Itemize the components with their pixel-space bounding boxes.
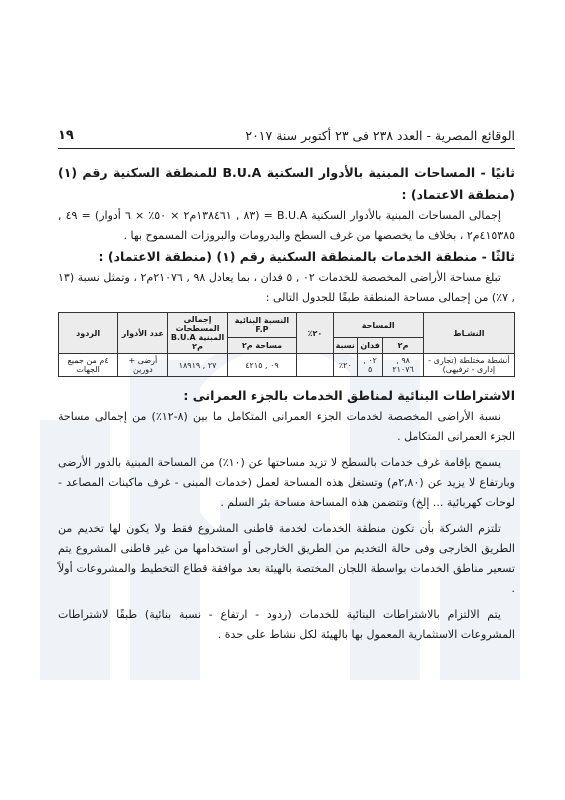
th-fp-ratio: ٢٠٪ [297, 313, 333, 354]
th-area-feddan: فدان [357, 338, 382, 354]
cell-fp-area: ٠٩ , ٤٢١٥ [227, 354, 297, 377]
section-4-paragraph-2: يسمح بإقامة غرف خدمات بالسطح لا تزيد مساحتها عن (١٠٪) من المساحة المبنية بالدور الأرضى وبارتفاع لا يزيد عن (٢,٨٠م) وتستغل هذه المساحة لعمل (خدمات المبنى - غرف ماكينات المصاعد - لوحات كهربائية ... إلخ) وتتضمن هذه المساحة مساحة بئر السلم . [58, 456, 515, 509]
cell-setbacks: ٤م من جميع الجهات [59, 354, 118, 377]
th-bua-total: إجمالى المسطحات المبنية B.U.A م٢ [168, 313, 227, 354]
page-number: ١٩ [58, 128, 74, 143]
th-floors: عدد الأدوار [118, 313, 168, 354]
section-4-heading: الاشتراطات البنائية لمناطق الخدمات بالجزء العمرانى : [183, 388, 515, 403]
document-page [58, 128, 515, 645]
cell-fp-ratio [297, 354, 333, 377]
page-header-title: الوقائع المصرية - العدد ٢٣٨ فى ٢٣ أكتوبر سنة ٢٠١٧ [245, 128, 515, 143]
cell-area-feddan: ٠٢ , ٥ [357, 354, 382, 377]
th-setbacks: الردود [59, 313, 118, 354]
section-2-heading: ثانيًا - المساحات المبنية بالأدوار السكنية B.U.A للمنطقة السكنية رقم (١) (منطقة الاعتماد) : [58, 165, 515, 202]
section-4-paragraph-3: تلتزم الشركة بأن تكون منطقة الخدمات لخدمة قاطنى المشروع فقط ولا يكون لها تخديم من الطريق الخارجى وفى حالة التخديم من الطريق الخارجى أو استخدامها من غير قاطنى المشروع يتم تسعير مناطق الخدمات بواسطة اللجان المختصة بالهيئة بعد موافقة قطاع التخطيط والمشروعات أولاً . [58, 522, 515, 595]
cell-ratio: ٢٠٪ [333, 354, 357, 377]
cell-bua-total: ٢٧ , ١٨٩١٩ [168, 354, 227, 377]
section-3-paragraph: تبلغ مساحة الأراضى المخصصة للخدمات ٠٢ , ٥ فدان ، بما يعادل ٩٨ , ٢١٠٧٦م٢ ، وتمثل نسبة (١٣ , ٧٪) من إجمالى مساحة المنطقة طبقًا للجدول التالى : [58, 271, 515, 304]
page-header [58, 128, 515, 149]
th-area: المساحة [333, 313, 423, 338]
section-3-heading: ثالثًا - منطقة الخدمات بالمنطقة السكنية رقم (١) (منطقة الاعتماد) : [98, 249, 515, 264]
th-area-m2: م٢ [383, 338, 424, 354]
th-activity: النشـاط [423, 313, 514, 354]
table-header-row [59, 313, 515, 338]
cell-area-m2: ٩٨ , ٢١٠٧٦ [383, 354, 424, 377]
section-4-paragraph-1: نسبة الأراضى المخصصة لخدمات الجزء العمرانى المتكامل ما بين (٨-١٢٪) من إجمالى مساحة الجزء العمرانى المتكامل . [58, 410, 515, 443]
cell-floors: أرضى + دورين [118, 354, 168, 377]
th-fp: النسبة البنائية F.P [227, 313, 297, 338]
th-ratio: نسبة [333, 338, 357, 354]
table-row [59, 354, 515, 377]
cell-activity: أنشطة مختلطة (تجارى - إدارى - ترفيهى) [423, 354, 514, 377]
services-table [58, 312, 515, 377]
section-4-paragraph-4: يتم الالتزام بالاشتراطات البنائية للخدمات (ردود - ارتفاع - نسبة بنائية) طبقًا لاشتراطات المشروعات الاستثمارية المعمول بها بالهيئة لكل نشاط على حدة . [58, 608, 515, 641]
section-2-paragraph: إجمالى المساحات المبنية بالأدوار السكنية B.U.A = (٨٣ , ١٣٨٤٦١م٢ × ٥٠٪ × ٦ أدوار) = ٤٩ , ٤١٥٣٨٥م٢ ، بخلاف ما يخصصها من غرف السطح والبدرومات والبروزات المسموح بها . [58, 209, 515, 242]
th-fp-area: مساحة م٢ [227, 338, 297, 354]
